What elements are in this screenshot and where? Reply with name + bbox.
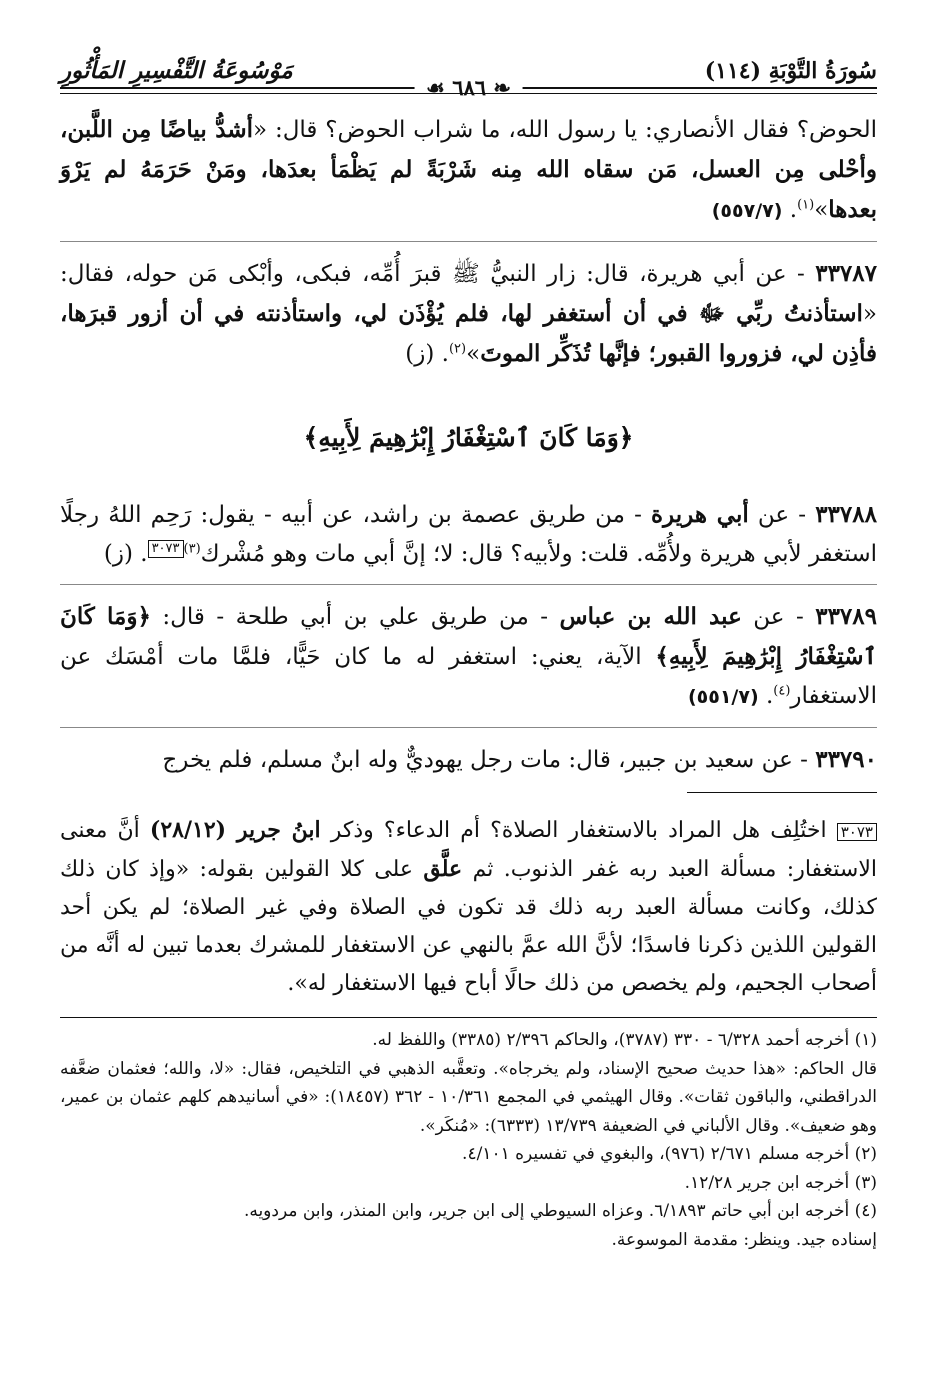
entry-number: ٣٣٧٨٩ (815, 603, 877, 630)
entry-separator (60, 584, 877, 585)
entry-33789: ٣٣٧٨٩ - عن عبد الله بن عباس - من طريق علي بن أبي طلحة - قال: ﴿وَمَا كَانَ ٱسْتِغْفَارُ إِبْرَٰهِيمَ لِأَبِيهِ﴾ الآية، يعني: استغفر له ما كان حَيًّا، فلمَّا مات أمْسَك عن الاستغفار$^{(٤)}$. (٥٥١/٧) (60, 603, 877, 709)
commentary-number: ٣٠٧٣ (837, 823, 877, 841)
footnotes (60, 1026, 877, 1254)
footnote-1-note: قال الحاكم: «هذا حديث صحيح الإسناد، ولم يخرجاه». وتعقَّبه الذهبي في التلخيص، فقال: «لا، والله؛ فعثمان ضعَّفه الدراقطني، والباقون ثقات». وقال الهيثمي في المجمع ١٠/٣٦١ - ٣٦٢ (١٨٤٥٧): «في أسانيدهم كلهم عثمان بن عمير، وهو ضعيف». وقال الألباني في الضعيفة ١٣/٧٣٩ (٦٣٣٣): «مُنكَر». (60, 1058, 877, 1136)
footnote-4-note: إسناده جيد. وينظر: مقدمة الموسوعة. (611, 1229, 877, 1250)
entry-33787: ٣٣٧٨٧ - عن أبي هريرة، قال: زار النبيُّ ﷺ قبرَ أُمِّه، فبكى، وأبْكى مَن حوله، فقال: «استأذنتُ ربِّي ﷻ في أن أستغفر لها، فلم يُؤْذَن لي، واستأذنته في أن أزور قبرَها، فأذِن لي، فزوروا القبور؛ فإنَّها تُذَكِّر الموتَ»$^{(٢)}$. (ز) (60, 260, 877, 367)
source-ref: (٥٥٧/٧) (711, 200, 783, 222)
entry-separator (60, 727, 877, 728)
main-text (60, 110, 877, 780)
commentary-rule (687, 792, 877, 793)
entry-number: ٣٣٧٨٨ (815, 501, 877, 528)
footnote-ref: (٣) (183, 541, 201, 557)
entry-continuation: الحوض؟ فقال الأنصاري: يا رسول الله، ما شراب الحوض؟ قال: «أشدُّ بياضًا مِن اللَّبن، وأحْلى مِن العسل، مَن سقاه الله مِنه شَرْبَةً لم يَظْمَأ بعدَها، ومَنْ حَرَمَهُ لم يَرْوَ بعدها»$^{(١)}$. (٥٥٧/٧) (60, 116, 877, 223)
footnote-ref: (١) (797, 197, 815, 213)
entry-33790: ٣٣٧٩٠ - عن سعيد بن جبير، قال: مات رجل يهوديٌّ وله ابنٌ مسلم، فلم يخرج (162, 746, 877, 773)
commentary-3073: ٣٠٧٣ اختُلِف هل المراد بالاستغفار الصلاة؟ أم الدعاء؟ وذكر ابنُ جرير (٢٨/١٢) أنَّ معنى الاستغفار: مسألة العبد ربه غفر الذنوب. ثم علَّق على كلا القولين بقوله: «وإذ كان ذلك كذلك، وكانت مسألة العبد ربه ذلك قد تكون في الصلاة وفي غير الصلاة؛ لم يكن أحد القولين اللذين ذكرنا فاسدًا؛ لأنَّ الله عمَّ بالنهي عن الاستغفار للمشرك بعدما تبين له أنَّه من أصحاب الجحيم، ولم يخصص من ذلك حالًا أباح فيها الاستغفار له». (60, 817, 878, 996)
header-rule-thin (60, 93, 877, 94)
footnotes-rule (60, 1017, 877, 1018)
entry-number: ٣٣٧٨٧ (815, 260, 877, 287)
footnote-1: (١) أخرجه أحمد ٦/٣٢٨ - ٣٣٠ (٣٧٨٧)، والحاكم ٢/٣٩٦ (٣٣٨٥) واللفظ له. (372, 1030, 877, 1050)
entry-33788: ٣٣٧٨٨ - عن أبي هريرة - من طريق عصمة بن راشد، عن أبيه - يقول: رَحِم اللهُ رجلًا استغفر لأبي هريرة ولأُمِّه. قلت: ولأبيه؟ قال: لا؛ إنَّ أبي مات وهو مُشْرك$^{(٣)}$٣٠٧٣. (ز) (60, 501, 877, 567)
surah-title: سُورَةُ التَّوْبَةِ (١١٤) (704, 58, 877, 84)
footnote-4: (٤) أخرجه ابن أبي حاتم ٦/١٨٩٣. وعزاه السيوطي إلى ابن جرير، وابن المنذر، وابن مردويه. (243, 1201, 877, 1221)
commentary-ref[interactable]: ٣٠٧٣ (148, 540, 184, 558)
verse-heading: ﴿وَمَا كَانَ ٱسْتِغْفَارُ إِبْرَٰهِيمَ لِأَبِيهِ﴾ (303, 423, 634, 452)
entry-separator (60, 241, 877, 242)
footnote-2: (٢) أخرجه مسلم ٢/٦٧١ (٩٧٦)، والبغوي في تفسيره ٤/١٠١. (462, 1144, 877, 1164)
source-ref: (٥٥١/٧) (687, 686, 759, 708)
entry-number: ٣٣٧٩٠ (815, 746, 877, 773)
header-rule (60, 75, 877, 100)
book-title: مَوْسُوعَةُ التَّفْسِيرِ المَأْثُورِ (60, 57, 293, 84)
page-number: ❧ ٦٨٦ ☙ (414, 77, 523, 99)
footnote-3: (٣) أخرجه ابن جرير ١٢/٢٨. (684, 1172, 877, 1193)
footnote-ref: (٢) (448, 341, 467, 357)
footnote-ref: (٤) (773, 683, 791, 699)
